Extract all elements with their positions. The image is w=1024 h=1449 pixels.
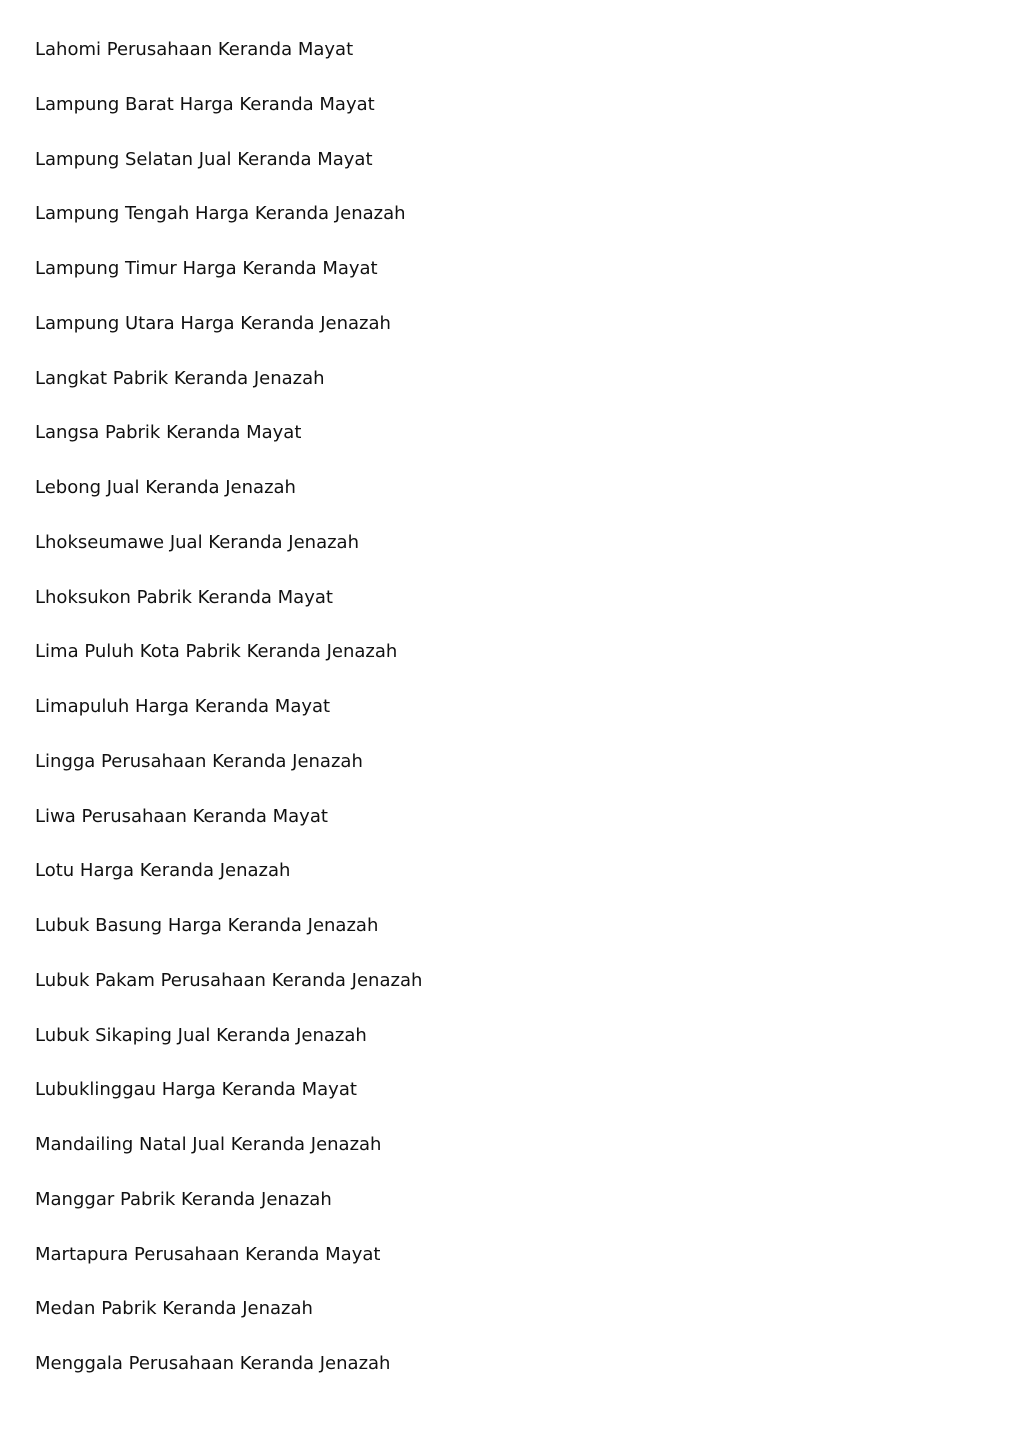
list-item: Lampung Tengah Harga Keranda Jenazah bbox=[35, 203, 406, 225]
list-item: Mandailing Natal Jual Keranda Jenazah bbox=[35, 1134, 382, 1155]
list-item: Limapuluh Harga Keranda Mayat bbox=[35, 696, 331, 717]
list-item: Lubuk Basung Harga Keranda Jenazah bbox=[35, 915, 379, 936]
list-item: Lebong Jual Keranda Jenazah bbox=[35, 477, 296, 498]
list-item: Lotu Harga Keranda Jenazah bbox=[35, 860, 291, 882]
list-item: Lubuklinggau Harga Keranda Mayat bbox=[35, 1079, 357, 1101]
list-item: Lampung Timur Harga Keranda Mayat bbox=[35, 258, 378, 279]
list-item: Lampung Selatan Jual Keranda Mayat bbox=[35, 148, 373, 170]
list-item: Lima Puluh Kota Pabrik Keranda Jenazah bbox=[35, 641, 398, 663]
list-item: Lubuk Sikaping Jual Keranda Jenazah bbox=[35, 1024, 367, 1046]
list-item: Menggala Perusahaan Keranda Jenazah bbox=[35, 1353, 391, 1374]
list-item: Langsa Pabrik Keranda Mayat bbox=[35, 422, 302, 444]
list-item: Langkat Pabrik Keranda Jenazah bbox=[35, 367, 325, 389]
list-item: Martapura Perusahaan Keranda Mayat bbox=[35, 1243, 381, 1265]
list-item: Medan Pabrik Keranda Jenazah bbox=[35, 1298, 313, 1320]
list-item: Manggar Pabrik Keranda Jenazah bbox=[35, 1188, 332, 1210]
list-item: Lingga Perusahaan Keranda Jenazah bbox=[35, 750, 363, 772]
list-item: Lhokseumawe Jual Keranda Jenazah bbox=[35, 531, 359, 553]
list-item: Lahomi Perusahaan Keranda Mayat bbox=[35, 39, 354, 60]
list-item: Lhoksukon Pabrik Keranda Mayat bbox=[35, 586, 333, 608]
list-item: Liwa Perusahaan Keranda Mayat bbox=[35, 805, 328, 827]
list-item: Lampung Utara Harga Keranda Jenazah bbox=[35, 312, 391, 334]
location-list bbox=[35, 36, 422, 1405]
list-item: Lampung Barat Harga Keranda Mayat bbox=[35, 93, 375, 115]
list-item: Lubuk Pakam Perusahaan Keranda Jenazah bbox=[35, 969, 423, 991]
